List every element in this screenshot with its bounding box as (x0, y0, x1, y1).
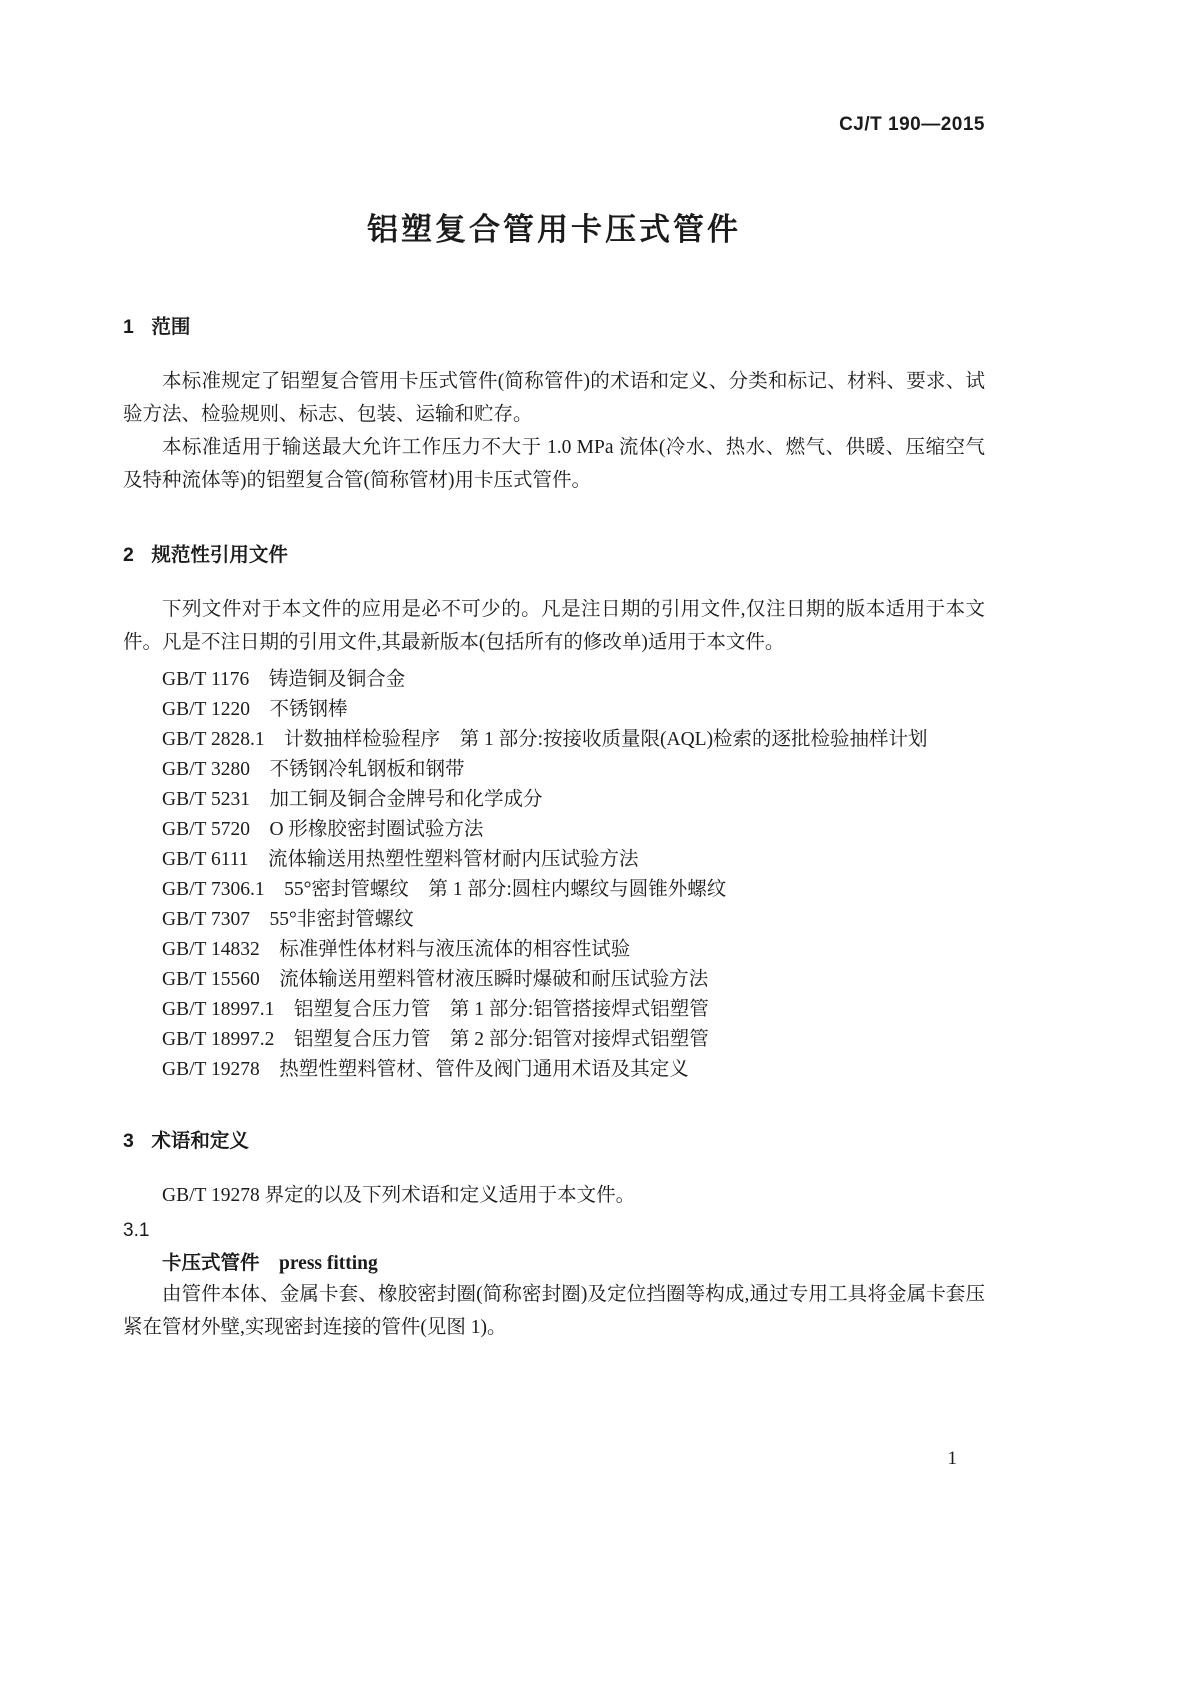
reference-code: GB/T 18997.2 (162, 1029, 275, 1050)
section-1-heading (123, 311, 985, 339)
reference-item (162, 755, 985, 785)
reference-code: GB/T 5720 (162, 819, 250, 840)
section-3-heading (123, 1125, 985, 1153)
reference-title: 55°非密封管螺纹 (269, 909, 414, 930)
reference-title: 铝塑复合压力管 第 2 部分:铝管对接焊式铝塑管 (293, 1029, 709, 1050)
reference-item (162, 785, 985, 815)
section-number: 1 (123, 316, 134, 338)
reference-item (162, 1055, 985, 1085)
reference-code: GB/T 2828.1 (162, 729, 265, 750)
term-chinese: 卡压式管件 (162, 1252, 260, 1274)
reference-item (162, 965, 985, 995)
reference-item (162, 695, 985, 725)
reference-code: GB/T 3280 (162, 759, 250, 780)
reference-item (162, 665, 985, 695)
reference-title: 铝塑复合压力管 第 1 部分:铝管搭接焊式铝塑管 (293, 999, 709, 1020)
reference-item (162, 935, 985, 965)
reference-item (162, 1025, 985, 1055)
reference-title: 热塑性塑料管材、管件及阀门通用术语及其定义 (279, 1059, 689, 1080)
definition-paragraph: 由管件本体、金属卡套、橡胶密封圈(简称密封圈)及定位挡圈等构成,通过专用工具将金属卡套压紧在管材外壁,实现密封连接的管件(见图 1)。 (123, 1284, 985, 1338)
reference-code: GB/T 5231 (162, 789, 250, 810)
reference-list (162, 665, 985, 1085)
doc-number: CJ/T 190—2015 (839, 114, 985, 135)
reference-item (162, 905, 985, 935)
reference-title: 计数抽样检验程序 第 1 部分:按接收质量限(AQL)检索的逐批检验抽样计划 (284, 729, 928, 750)
paragraph: 本标准适用于输送最大允许工作压力不大于 1.0 MPa 流体(冷水、热水、燃气、供暖、压缩空气及特种流体等)的铝塑复合管(简称管材)用卡压式管件。 (123, 437, 985, 491)
reference-code: GB/T 15560 (162, 969, 260, 990)
reference-code: GB/T 1220 (162, 699, 250, 720)
reference-code: GB/T 14832 (162, 939, 260, 960)
document-title: 铝塑复合管用卡压式管件 (367, 212, 741, 247)
paragraph: 下列文件对于本文件的应用是必不可少的。凡是注日期的引用文件,仅注日期的版本适用于本文件。凡是不注日期的引用文件,其最新版本(包括所有的修改单)适用于本文件。 (123, 599, 985, 653)
section-title: 范围 (151, 316, 191, 338)
reference-item (162, 995, 985, 1025)
reference-title: O 形橡胶密封圈试验方法 (269, 819, 484, 840)
reference-code: GB/T 18997.1 (162, 999, 275, 1020)
reference-title: 流体输送用塑料管材液压瞬时爆破和耐压试验方法 (279, 969, 709, 990)
paragraph: GB/T 19278 界定的以及下列术语和定义适用于本文件。 (162, 1185, 636, 1206)
reference-code: GB/T 1176 (162, 669, 250, 690)
reference-code: GB/T 6111 (162, 849, 249, 870)
reference-item (162, 875, 985, 905)
reference-code: GB/T 7306.1 (162, 879, 265, 900)
reference-title: 不锈钢冷轧钢板和钢带 (269, 759, 465, 780)
reference-title: 标准弹性体材料与液压流体的相容性试验 (279, 939, 631, 960)
clause-number: 3.1 (123, 1220, 150, 1241)
reference-code: GB/T 19278 (162, 1059, 260, 1080)
paragraph: 本标准规定了铝塑复合管用卡压式管件(简称管件)的术语和定义、分类和标记、材料、要求、试验方法、检验规则、标志、包装、运输和贮存。 (123, 371, 985, 425)
reference-item (162, 725, 985, 755)
term-line (162, 1247, 985, 1275)
section-number: 3 (123, 1130, 134, 1152)
reference-title: 流体输送用热塑性塑料管材耐内压试验方法 (268, 849, 639, 870)
section-number: 2 (123, 544, 134, 566)
page-number: 1 (947, 1448, 957, 1469)
reference-title: 不锈钢棒 (269, 699, 348, 720)
reference-title: 55°密封管螺纹 第 1 部分:圆柱内螺纹与圆锥外螺纹 (284, 879, 727, 900)
reference-title: 加工铜及铜合金牌号和化学成分 (269, 789, 543, 810)
section-title: 术语和定义 (151, 1130, 249, 1152)
reference-item (162, 845, 985, 875)
section-2-heading (123, 539, 985, 567)
section-title: 规范性引用文件 (151, 544, 288, 566)
reference-title: 铸造铜及铜合金 (268, 669, 406, 690)
term-english: press fitting (279, 1253, 378, 1274)
reference-item (162, 815, 985, 845)
reference-code: GB/T 7307 (162, 909, 250, 930)
